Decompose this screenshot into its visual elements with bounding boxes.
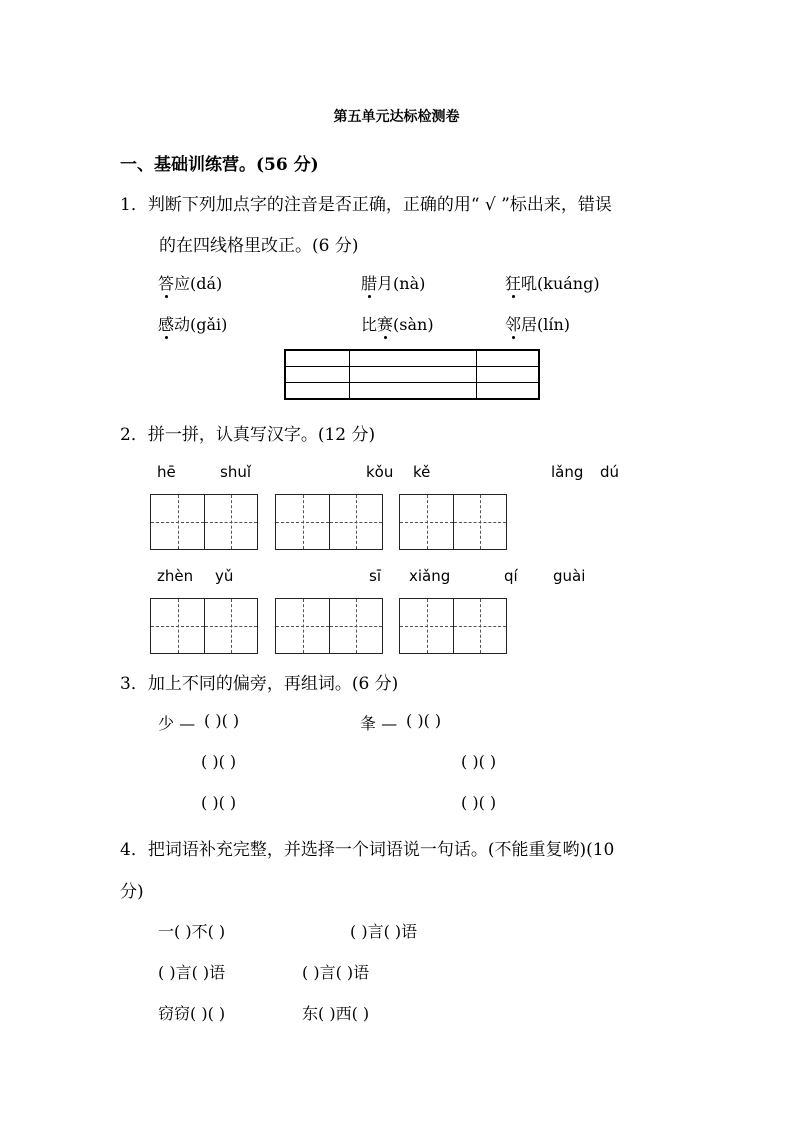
q3-right-blank-1[interactable]: ( )( ) (406, 711, 442, 730)
q3-right-blank-3[interactable]: ( )( ) (461, 793, 497, 812)
pinyin-ke: kě (413, 463, 431, 481)
pinyin-zhen: zhèn (157, 567, 194, 585)
q1-item-1: 答应(dá) (158, 271, 222, 294)
q1-item-4: 感动(gǎi) (158, 312, 227, 335)
pinyin-he: hē (157, 463, 176, 481)
pinyin-shui: shuǐ (220, 463, 251, 481)
pinyin-lang: lǎng (551, 463, 584, 481)
tianzige-group[interactable] (150, 494, 258, 550)
pinyin-du: dú (600, 463, 620, 481)
question-4-line-2: 分) (120, 882, 144, 902)
q4-idiom-3[interactable]: ( )言( )语 (158, 963, 226, 982)
pinyin-yu: yǔ (215, 567, 234, 585)
q4-idiom-4[interactable]: ( )言( )语 (302, 963, 370, 982)
pinyin-kou: kǒu (366, 463, 394, 481)
tianzige-group[interactable] (399, 598, 507, 654)
pinyin-si: sī (369, 567, 381, 585)
q1-item-3: 狂吼(kuáng) (505, 271, 600, 294)
pinyin-qi: qí (504, 567, 518, 585)
q1-item-2: 腊月(nà) (361, 271, 425, 294)
question-4-line-1: 4．把词语补充完整，并选择一个词语说一句话。(不能重复哟)(10 (120, 840, 615, 860)
q4-idiom-6[interactable]: 东( )西( ) (302, 1004, 370, 1023)
q4-idiom-5[interactable]: 窃窃( )( ) (158, 1004, 226, 1023)
page-title: 第五单元达标检测卷 (333, 109, 460, 125)
question-1-line-1: 1．判断下列加点字的注音是否正确，正确的用“ √ ”标出来，错误 (120, 195, 612, 215)
tianzige-group[interactable] (275, 494, 383, 550)
question-1-line-2: 的在四线格里改正。(6 分) (159, 236, 359, 256)
pinyin-guai: guài (553, 567, 586, 585)
question-3-line: 3．加上不同的偏旁，再组词。(6 分) (120, 674, 399, 694)
q3-right-char: 夆 — (360, 714, 398, 733)
q3-left-char: 少 — (158, 714, 196, 733)
question-2-line: 2．拼一拼，认真写汉字。(12 分) (120, 425, 376, 445)
q1-item-5: 比赛(sàn) (361, 312, 434, 335)
q3-right-blank-2[interactable]: ( )( ) (461, 752, 497, 771)
q3-left-blank-1[interactable]: ( )( ) (204, 711, 240, 730)
q1-item-6: 邻居(lín) (505, 312, 570, 335)
four-line-grid[interactable] (284, 349, 540, 400)
q4-idiom-2[interactable]: ( )言( )语 (350, 922, 418, 941)
tianzige-group[interactable] (150, 598, 258, 654)
q3-left-blank-3[interactable]: ( )( ) (201, 793, 237, 812)
tianzige-group[interactable] (399, 494, 507, 550)
section-heading-basic-training: 一、基础训练营。(56 分) (120, 155, 319, 175)
q3-left-blank-2[interactable]: ( )( ) (201, 752, 237, 771)
tianzige-group[interactable] (275, 598, 383, 654)
q4-idiom-1[interactable]: 一( )不( ) (158, 922, 226, 941)
pinyin-xiang: xiǎng (409, 567, 451, 585)
